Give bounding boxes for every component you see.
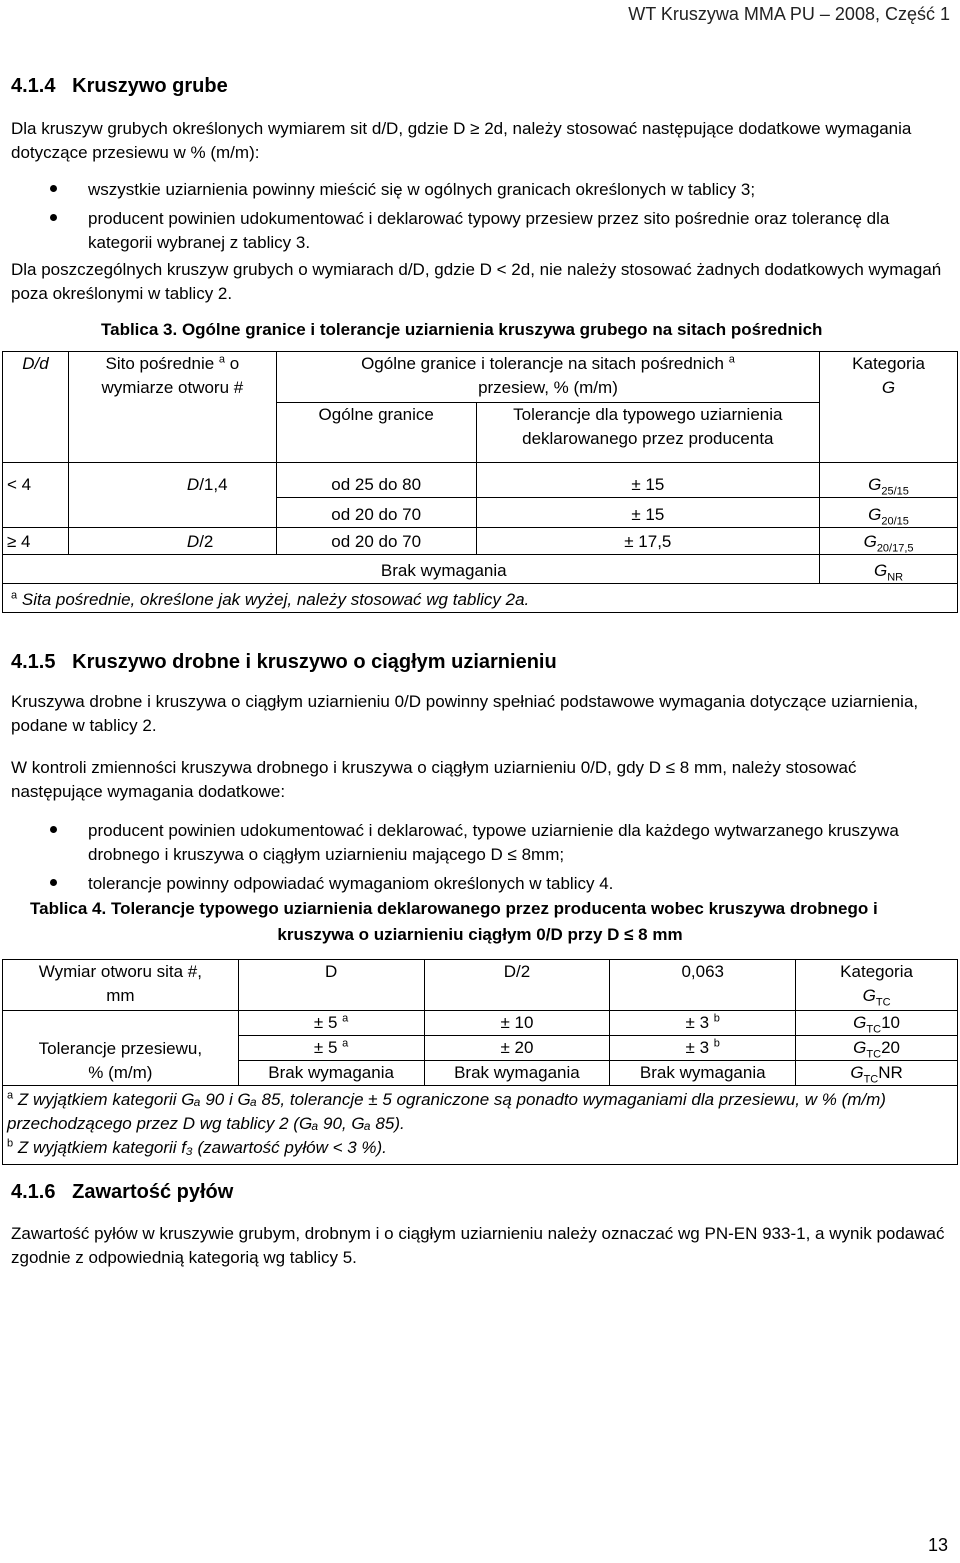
table4	[2, 959, 958, 1165]
table4-footnote-b	[3, 1136, 958, 1165]
section-title: Kruszywo grube	[72, 75, 228, 97]
footnote-marker: a	[728, 353, 735, 366]
table3-footnote	[3, 584, 958, 613]
page-number: 13	[927, 1535, 948, 1555]
empty-cell	[68, 402, 276, 463]
cell-kat	[820, 498, 958, 528]
footnote-marker: a	[342, 1037, 349, 1050]
kat-sub: NR	[887, 571, 904, 584]
bullet-item: wszystkie uziarnienia powinny mieścić się w ogólnych granicach określonych w tablicy 3;	[88, 180, 756, 199]
kat-sub: TC	[863, 1073, 879, 1086]
cell-kat	[796, 1011, 958, 1036]
header-kat-symbol: G	[862, 986, 876, 1005]
paragraph: Zawartość pyłów w kruszywie grubym, drobnym i o ciągłym uziarnieniu należy oznaczać wg PN-EN 933-1, a wynik podawać zgodnie z odpowiednią kategorią wg tablicy 5.	[11, 1224, 945, 1267]
cell-text: ± 3	[685, 1013, 710, 1032]
paragraph: W kontroli zmienności kruszywa drobnego i kruszywa o ciągłym uziarnieniu 0/D, gdy D ≤ 8 mm, należy stosować następujące wymagania dodatkowe:	[11, 758, 857, 801]
cell-dd: < 4	[3, 463, 69, 498]
header-sito	[68, 352, 276, 403]
header-main	[276, 352, 819, 403]
kat-symbol: G	[853, 1038, 867, 1057]
table3	[2, 351, 958, 613]
cell-ogolne: od 20 do 70	[276, 528, 476, 555]
section-title: Kruszywo drobne i kruszywo o ciągłym uziarnieniu	[72, 651, 557, 673]
cell-kat	[820, 555, 958, 584]
section-number: 4.1.4	[11, 75, 56, 97]
kat-symbol: G	[873, 561, 888, 580]
kat-symbol: G	[868, 475, 882, 494]
cell-text: ± 3	[685, 1038, 710, 1057]
table4-caption-line1: Tablica 4. Tolerancje typowego uziarnienia deklarowanego przez producenta wobec kruszywa drobnego i	[30, 899, 878, 918]
table4-header-row	[3, 960, 958, 1011]
kat-sub: 20/15	[881, 515, 909, 528]
table3-footnote-row	[3, 584, 958, 613]
cell-kat	[796, 1036, 958, 1061]
section-number: 4.1.5	[11, 651, 56, 673]
cell-tol: ± 15	[476, 498, 820, 528]
header-kategoria	[796, 960, 958, 1011]
table3-header-row	[3, 352, 958, 403]
cell-d2: Brak wymagania	[424, 1061, 610, 1086]
bullet-item: producent powinien udokumentować i deklarować typowy przesiew przez sito pośrednie oraz tolerancę dla kategorii wybranej z tablicy 3.	[88, 209, 890, 252]
cell-063	[610, 1011, 796, 1036]
footnote-marker: b	[713, 1012, 720, 1025]
kat-value: 20	[881, 1038, 900, 1057]
paragraph: Kruszywa drobne i kruszywa o ciągłym uziarnieniu 0/D powinny spełniać podstawowe wymagania dotyczące uziarnienia, podane w tablicy 2.	[11, 692, 919, 735]
cell-sito	[68, 498, 276, 528]
kat-symbol: G	[850, 1063, 864, 1082]
footnote-text: Z wyjątkiem kategorii Gₐ 90 i Gₐ 85, tolerancje ± 5 ograniczone są ponadto wymaganiami dla przesiewu, w % (m/m) przechodzącego przez D wg tablicy 2 (Gₐ 90, Gₐ 85).	[7, 1090, 886, 1133]
table4-caption-line2: kruszywa o uziarnieniu ciągłym 0/D przy D ≤ 8 mm	[277, 925, 683, 944]
cell-d2: ± 20	[424, 1036, 610, 1061]
footnote-text: Z wyjątkiem kategorii f₃ (zawartość pyłów < 3 %).	[17, 1138, 387, 1157]
section-heading-414	[11, 74, 228, 98]
kat-sub: TC	[866, 1048, 882, 1061]
cell-tol: ± 15	[476, 463, 820, 498]
paragraph-intro: Dla kruszyw grubych określonych wymiarem sit d/D, gdzie D ≥ 2d, należy stosować następujące dodatkowe wymagania dotyczące przesiewu w % (m/m):	[11, 119, 912, 162]
footnote-marker: a	[218, 353, 226, 366]
header-063: 0,063	[610, 960, 796, 1011]
kat-symbol: G	[863, 532, 877, 551]
kat-sub: TC	[866, 1023, 882, 1036]
bullet-item: producent powinien udokumentować i deklarować, typowe uziarnienie dla każdego wytwarzanego kruszywa drobnego i kruszywa o ciągłym uziarnieniu mającego D ≤ 8mm;	[88, 821, 899, 864]
kat-symbol: G	[853, 1013, 867, 1032]
cell-kat	[796, 1061, 958, 1086]
cell-d	[238, 1036, 424, 1061]
cell-kat	[820, 463, 958, 498]
table3-row	[3, 463, 958, 498]
running-header: WT Kruszywa MMA PU – 2008, Część 1	[628, 4, 950, 24]
cell-063: Brak wymagania	[610, 1061, 796, 1086]
cell-text: ± 5	[313, 1013, 338, 1032]
kat-symbol: G	[868, 505, 882, 524]
cell-tol: ± 17,5	[476, 528, 820, 555]
cell-ogolne: od 20 do 70	[276, 498, 476, 528]
footnote-marker: a	[342, 1012, 349, 1025]
header-kat-text: Kategoria	[840, 962, 913, 981]
cell-sito: D/2	[68, 528, 276, 555]
cell-d2: ± 10	[424, 1011, 610, 1036]
table3-row	[3, 555, 958, 584]
header-main-text2: przesiew, % (m/m)	[478, 378, 618, 397]
kat-sub: 25/15	[881, 485, 909, 498]
header-wymiar-text: Wymiar otworu sita #,	[38, 962, 202, 981]
bullet-icon	[50, 879, 57, 886]
header-kat-symbol: G	[881, 378, 896, 397]
row-label-text: Tolerancje przesiewu,	[38, 1039, 203, 1058]
table4-footnote-row	[3, 1136, 958, 1165]
cell-text: ± 5	[313, 1038, 338, 1057]
section-number: 4.1.6	[11, 1181, 56, 1203]
footnote-marker: a	[7, 1089, 14, 1102]
cell-kat	[820, 528, 958, 555]
header-wymiar-text2: mm	[106, 986, 135, 1005]
table4-row	[3, 1011, 958, 1036]
table3-subheader-row	[3, 402, 958, 463]
header-ogolne: Ogólne granice	[276, 402, 476, 463]
cell-063	[610, 1036, 796, 1061]
section-heading-416	[11, 1180, 233, 1204]
cell-d	[238, 1011, 424, 1036]
section-title: Zawartość pyłów	[72, 1181, 234, 1203]
footnote-marker: b	[7, 1137, 14, 1150]
paragraph-after: Dla poszczególnych kruszyw grubych o wymiarach d/D, gdzie D < 2d, nie należy stosować żadnych dodatkowych wymagań poza określonymi w tablicy 2.	[11, 260, 942, 303]
table3-caption: Tablica 3. Ogólne granice i tolerancje uziarnienia kruszywa grubego na sitach pośrednich	[101, 320, 823, 339]
header-sito-text2: o wymiarze otworu #	[101, 354, 244, 397]
table3-row	[3, 498, 958, 528]
header-tolerancje: Tolerancje dla typowego uziarnienia deklarowanego przez producenta	[476, 402, 820, 463]
kat-sub: 20/17,5	[876, 542, 914, 555]
section-heading-415	[11, 650, 557, 674]
table4-footnote-a	[3, 1086, 958, 1137]
cell-d: Brak wymagania	[238, 1061, 424, 1086]
cell-dd: ≥ 4	[3, 528, 69, 555]
bullet-item: tolerancje powinny odpowiadać wymaganiom określonych w tablicy 4.	[88, 874, 614, 893]
header-kat-sub: TC	[875, 996, 891, 1009]
cell-dd	[3, 498, 69, 528]
table3-row	[3, 528, 958, 555]
header-kat-text: Kategoria	[852, 354, 925, 373]
header-d2: D/2	[424, 960, 610, 1011]
cell-sito: D/1,4	[68, 463, 276, 498]
cell-brak: Brak wymagania	[68, 555, 819, 584]
header-wymiar	[3, 960, 239, 1011]
bullet-icon	[50, 214, 57, 221]
footnote-marker: a	[11, 589, 18, 602]
header-main-text: Ogólne granice i tolerancje na sitach pośrednich	[361, 354, 724, 373]
table4-footnote-row	[3, 1086, 958, 1137]
cell-dd	[3, 555, 69, 584]
header-dd	[3, 352, 69, 403]
empty-cell	[3, 402, 69, 463]
footnote-text: Sita pośrednie, określone jak wyżej, należy stosować wg tablicy 2a.	[21, 590, 530, 609]
kat-value: 10	[881, 1013, 900, 1032]
header-dd-text: D/d	[22, 354, 49, 373]
header-kategoria	[820, 352, 958, 403]
header-sito-text: Sito pośrednie	[105, 354, 215, 373]
header-d: D	[238, 960, 424, 1011]
bullet-icon	[50, 826, 57, 833]
empty-cell	[820, 402, 958, 463]
bullet-icon	[50, 185, 57, 192]
row-label	[3, 1011, 239, 1086]
cell-ogolne: od 25 do 80	[276, 463, 476, 498]
kat-value: NR	[878, 1063, 903, 1082]
row-label-text2: % (m/m)	[88, 1063, 153, 1082]
footnote-marker: b	[713, 1037, 720, 1050]
